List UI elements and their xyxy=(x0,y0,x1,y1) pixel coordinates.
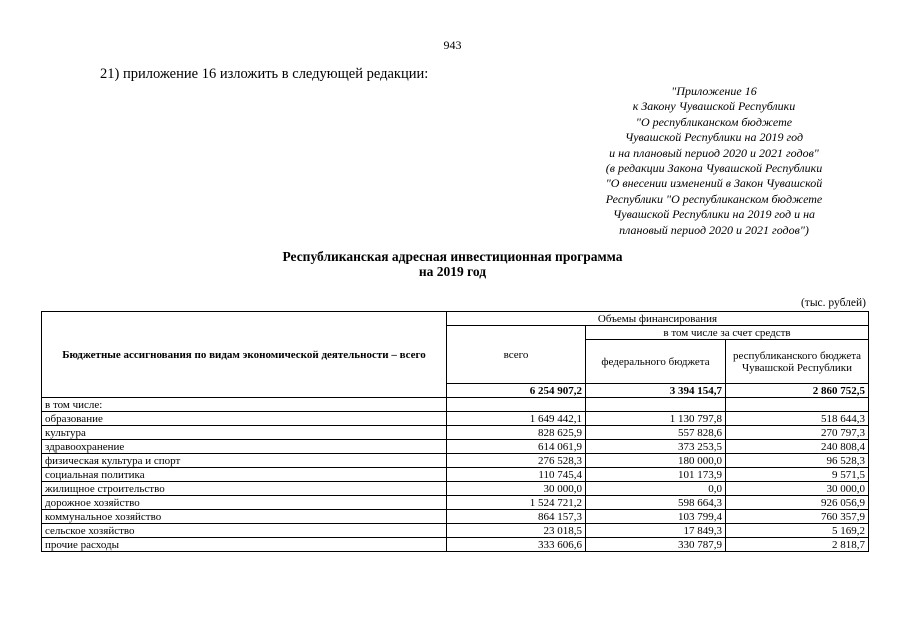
row-total: 333 606,6 xyxy=(447,538,586,552)
row-total: 276 528,3 xyxy=(447,454,586,468)
row-federal: 101 173,9 xyxy=(586,468,726,482)
title-line-1: Республиканская адресная инвестиционная программа xyxy=(282,249,623,264)
header-republic: республиканского бюджета Чувашской Республики xyxy=(726,340,869,384)
appendix-note xyxy=(578,84,850,238)
row-name: социальная политика xyxy=(42,468,447,482)
row-republic: 270 797,3 xyxy=(726,426,869,440)
units-label: (тыс. рублей) xyxy=(800,297,866,309)
table-row xyxy=(42,482,869,496)
appendix-line: "Приложение 16 xyxy=(671,84,757,98)
page-number: 943 xyxy=(443,38,462,52)
table-row xyxy=(42,412,869,426)
row-name: жилищное строительство xyxy=(42,482,447,496)
row-republic: 30 000,0 xyxy=(726,482,869,496)
header-federal: федерального бюджета xyxy=(586,340,726,384)
row-federal: 330 787,9 xyxy=(586,538,726,552)
row-republic: 2 818,7 xyxy=(726,538,869,552)
table-row xyxy=(42,538,869,552)
row-name: коммунальное хозяйство xyxy=(42,510,447,524)
total-all: 6 254 907,2 xyxy=(447,384,586,398)
document-title xyxy=(0,249,905,279)
empty-cell xyxy=(586,398,726,412)
appendix-line: к Закону Чувашской Республики xyxy=(632,99,796,114)
appendix-line: Чувашской Республики на 2019 год и на xyxy=(612,207,816,222)
row-federal: 373 253,5 xyxy=(586,440,726,454)
row-name: здравоохранение xyxy=(42,440,447,454)
header-total: всего xyxy=(447,326,586,384)
table-row xyxy=(42,524,869,538)
row-name: физическая культура и спорт xyxy=(42,454,447,468)
row-total: 614 061,9 xyxy=(447,440,586,454)
row-republic: 926 056,9 xyxy=(726,496,869,510)
row-federal: 103 799,4 xyxy=(586,510,726,524)
row-federal: 0,0 xyxy=(586,482,726,496)
row-federal: 557 828,6 xyxy=(586,426,726,440)
table-row xyxy=(42,468,869,482)
row-name: культура xyxy=(42,426,447,440)
appendix-line: Чувашской Республики на 2019 год xyxy=(624,130,804,145)
row-name: дорожное хозяйство xyxy=(42,496,447,510)
table-row xyxy=(42,454,869,468)
total-republic: 2 860 752,5 xyxy=(726,384,869,398)
intro-text: 21) приложение 16 изложить в следующей редакции: xyxy=(100,66,429,82)
table-row xyxy=(42,496,869,510)
row-total: 1 649 442,1 xyxy=(447,412,586,426)
row-total: 828 625,9 xyxy=(447,426,586,440)
table-row xyxy=(42,426,869,440)
row-total: 110 745,4 xyxy=(447,468,586,482)
appendix-line: "О республиканском бюджете xyxy=(635,114,793,129)
table-row xyxy=(42,440,869,454)
appendix-line: (в редакции Закона Чувашской Республики xyxy=(605,161,823,176)
including-label: в том числе: xyxy=(42,398,447,412)
row-total: 1 524 721,2 xyxy=(447,496,586,510)
row-total: 30 000,0 xyxy=(447,482,586,496)
header-volumes: Объемы финансирования xyxy=(447,312,869,326)
row-republic: 9 571,5 xyxy=(726,468,869,482)
row-total: 864 157,3 xyxy=(447,510,586,524)
row-republic: 5 169,2 xyxy=(726,524,869,538)
investment-table xyxy=(41,311,869,552)
row-republic: 96 528,3 xyxy=(726,454,869,468)
row-federal: 598 664,3 xyxy=(586,496,726,510)
header-main: Бюджетные ассигнования по видам экономической деятельности – всего xyxy=(42,312,447,398)
empty-cell xyxy=(726,398,869,412)
appendix-line: плановый период 2020 и 2021 годов") xyxy=(619,222,809,237)
row-federal: 17 849,3 xyxy=(586,524,726,538)
appendix-line: Республики "О республиканском бюджете xyxy=(605,191,823,206)
title-line-2: на 2019 год xyxy=(418,264,487,279)
row-name: прочие расходы xyxy=(42,538,447,552)
row-republic: 518 644,3 xyxy=(726,412,869,426)
row-republic: 760 357,9 xyxy=(726,510,869,524)
row-federal: 180 000,0 xyxy=(586,454,726,468)
header-including: в том числе за счет средств xyxy=(586,326,869,340)
row-name: сельское хозяйство xyxy=(42,524,447,538)
total-federal: 3 394 154,7 xyxy=(586,384,726,398)
row-total: 23 018,5 xyxy=(447,524,586,538)
appendix-line: "О внесении изменений в Закон Чувашской xyxy=(605,176,823,191)
empty-cell xyxy=(447,398,586,412)
appendix-line: и на плановый период 2020 и 2021 годов" xyxy=(609,145,819,160)
row-republic: 240 808,4 xyxy=(726,440,869,454)
row-name: образование xyxy=(42,412,447,426)
table-row xyxy=(42,510,869,524)
row-federal: 1 130 797,8 xyxy=(586,412,726,426)
